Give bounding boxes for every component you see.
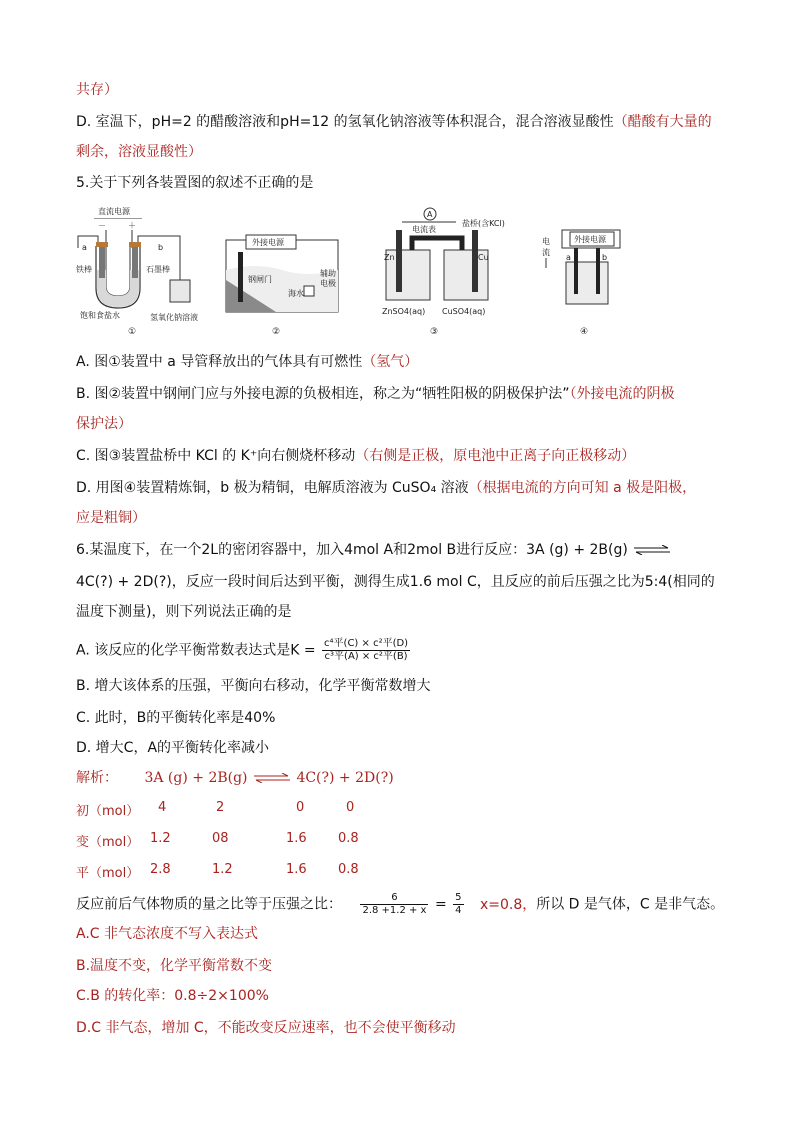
equilibrium-arrow-icon [634,545,670,555]
option-5d [76,478,696,498]
row-label: 初（mol） [76,804,140,819]
row-label: 变（mol） [76,835,140,850]
row-value: 0.8 [338,862,359,877]
ratio-text: 反应前后气体物质的量之比等于压强之比： [76,896,342,913]
option-5a [76,352,418,372]
equilibrium-arrow-icon [254,773,290,783]
svg-text:盐桥(含KCl): 盐桥(含KCl) [462,219,505,228]
option-6b: B. 增大该体系的压强，平衡向右移动，化学平衡常数增大 [76,678,431,694]
option-6c: C. 此时，B的平衡转化率是40% [76,710,276,726]
svg-text:b: b [602,253,608,262]
svg-text:电流表: 电流表 [412,225,436,234]
svg-text:④: ④ [580,327,589,337]
option-5c [76,446,635,466]
svg-text:＋: ＋ [128,221,136,230]
solution-equation-line [76,768,394,788]
ratio-denominator: 2.8 +1.2 + x [362,905,427,916]
svg-text:钢闸门: 钢闸门 [248,275,272,284]
row-value: 1.6 [286,831,307,846]
solution-reactants: 3A (g) + 2B(g) [144,770,248,786]
ratio-fraction-left [360,892,428,917]
prev-answer-tail: 共存） [76,82,118,98]
svg-text:－: － [98,221,106,230]
option-d-note-cont: 剩余，溶液显酸性） [76,144,202,160]
svg-text:Cu: Cu [478,253,489,262]
solution-d: D.C 非气态，增加 C，不能改变反应速率，也不会使平衡移动 [76,1020,456,1036]
question-6-stem-line2: 4C(?) + 2D(?)，反应一段时间后达到平衡，测得生成1.6 mol C，且反应的前后压强之比为5:4(相同的 [76,574,715,590]
option-5b [76,384,675,404]
question-6-text: 6.某温度下，在一个2L的密闭容器中，加入4mol A和2mol B进行反应：3A (g) + 2B(g) [76,542,628,558]
svg-text:外接电源: 外接电源 [252,238,284,247]
question-6-stem-line1 [76,540,672,560]
svg-text:海水: 海水 [288,289,304,298]
row-value: 1.6 [286,862,307,877]
solution-products: 4C(?) + 2D(?) [296,770,394,786]
row-value: 1.2 [150,831,171,846]
svg-text:a: a [566,253,571,262]
option-6a-text: A. 该反应的化学平衡常数表达式是K = [76,642,316,659]
svg-text:直流电源: 直流电源 [98,207,130,216]
ratio-conclusion: 所以 D 是气体，C 是非气态。 [536,896,725,913]
option-d-prev [76,112,712,132]
row-value: 08 [212,831,229,846]
figure-1-electrolysis-brine [76,206,198,337]
svg-text:外接电源: 外接电源 [574,235,606,244]
row-label: 平（mol） [76,866,140,881]
ratio-numerator-2: 5 [455,892,462,903]
option-5a-note: （氢气） [362,354,419,370]
option-5b-note-cont: 保护法） [76,416,132,432]
option-5c-text: C. 图③装置盐桥中 KCl 的 K⁺向右侧烧杯移动 [76,448,356,464]
option-5a-text: A. 图①装置中 a 导管释放出的气体具有可燃性 [76,354,363,370]
svg-text:电: 电 [542,237,550,246]
svg-text:CuSO4(aq): CuSO4(aq) [442,307,486,316]
svg-text:饱和食盐水: 饱和食盐水 [80,311,120,320]
svg-text:石墨棒: 石墨棒 [146,265,170,274]
svg-text:氢氧化钠溶液: 氢氧化钠溶液 [150,313,198,322]
option-5b-note: （外接电流的阴极 [569,386,675,402]
ratio-denominator-2: 4 [455,905,462,916]
option-5c-note: （右侧是正极，原电池中正离子向正极移动） [355,448,636,464]
svg-text:铁棒: 铁棒 [76,265,92,274]
question-5-stem: 5.关于下列各装置图的叙述不正确的是 [76,175,314,191]
svg-text:Zn: Zn [384,253,395,262]
fraction-numerator: c⁴平(C) × c²平(D) [324,638,409,649]
option-5d-text: D. 用图④装置精炼铜，b 极为精铜，电解质溶液为 CuSO₄ 溶液 [76,480,469,496]
row-value: 2 [216,800,225,815]
svg-text:③: ③ [430,327,439,337]
option-d-note: （醋酸有大量的 [613,114,712,130]
pressure-ratio-line [76,892,724,917]
row-value: 1.2 [212,862,233,877]
svg-text:②: ② [272,327,281,337]
equilibrium-constant-fraction [322,638,410,663]
solution-a: A.C 非气态浓度不写入表达式 [76,926,259,942]
ratio-numerator: 6 [360,892,428,905]
fraction-denominator: c³平(A) × c²平(B) [324,651,408,662]
option-d-text: D. 室温下，pH=2 的醋酸溶液和pH=12 的氢氧化钠溶液等体积混合，混合溶液显酸性 [76,114,614,130]
solution-b: B.温度不变，化学平衡常数不变 [76,958,273,974]
solution-label: 解析： [76,770,118,786]
option-5d-note-cont: 应是粗铜） [76,510,146,526]
option-6a [76,638,412,663]
option-5d-note: （根据电流的方向可知 a 极是阳极， [468,480,697,496]
svg-text:辅助: 辅助 [320,269,336,278]
svg-text:a: a [82,243,87,252]
figure-2-steel-gate [226,235,338,337]
row-value: 2.8 [150,862,171,877]
svg-text:①: ① [128,327,137,337]
ratio-result: x=0.8， [479,896,537,913]
ratio-equals: = [434,896,447,913]
option-5b-text: B. 图②装置中钢闸门应与外接电源的负极相连，称之为“牺牲阳极的阴极保护法” [76,386,570,402]
svg-text:电极: 电极 [320,279,336,288]
ratio-fraction-right [453,892,463,917]
row-value: 0 [296,800,305,815]
figure-3-galvanic-cell [382,208,505,337]
svg-text:流: 流 [542,248,550,257]
row-value: 4 [158,800,167,815]
svg-text:A: A [427,210,433,219]
svg-text:b: b [158,243,164,252]
apparatus-figures [76,200,636,340]
row-value: 0.8 [338,831,359,846]
figure-4-copper-refining [542,230,620,337]
svg-text:ZnSO4(aq): ZnSO4(aq) [382,307,426,316]
row-value: 0 [346,800,355,815]
option-6d: D. 增大C，A的平衡转化率减小 [76,740,270,756]
question-6-stem-line3: 温度下测量)，则下列说法正确的是 [76,604,292,620]
solution-c: C.B 的转化率：0.8÷2×100% [76,988,269,1004]
